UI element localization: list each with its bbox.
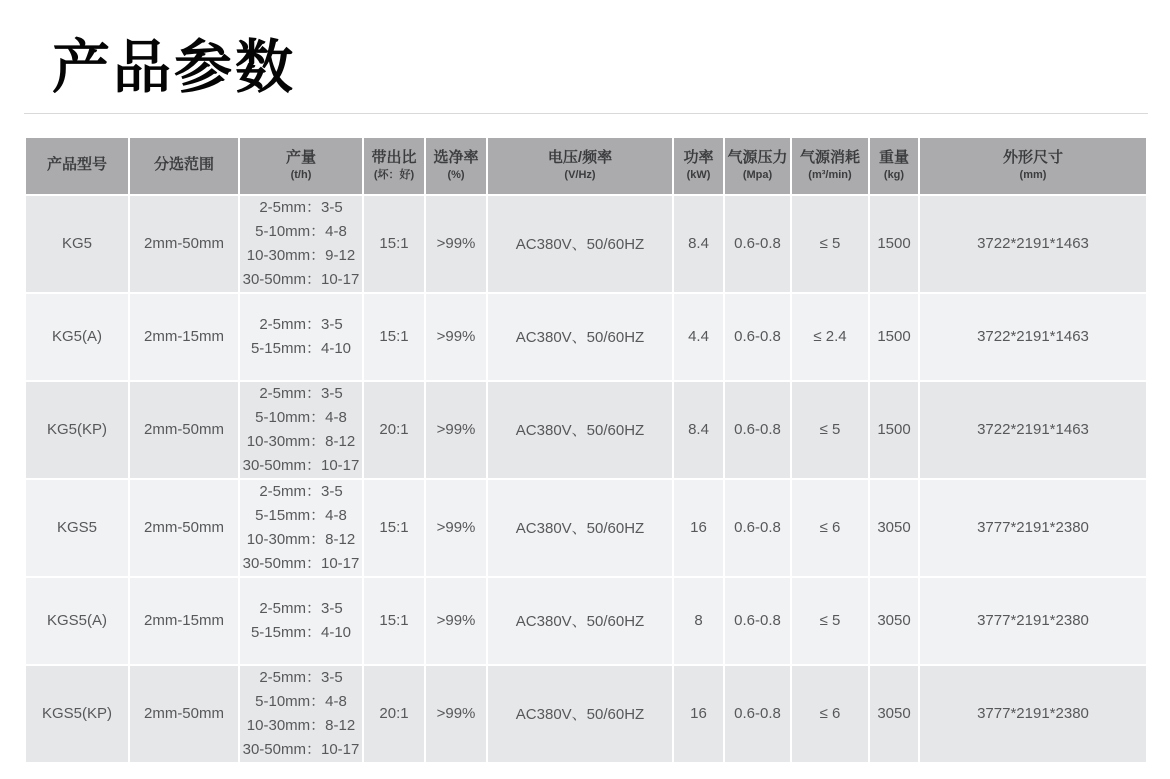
- col-header-label: 选净率: [433, 149, 479, 167]
- cell-power: 8.4: [674, 382, 723, 478]
- cell-ratio: 15:1: [364, 294, 424, 380]
- cell-air-pressure: 0.6-0.8: [725, 480, 790, 576]
- cell-dimensions: 3722*2191*1463: [920, 196, 1146, 292]
- cell-ratio: 15:1: [364, 196, 424, 292]
- cell-range: 2mm-50mm: [130, 666, 238, 762]
- cell-voltage: AC380V、50/60HZ: [488, 666, 672, 762]
- col-header-model: [26, 138, 128, 194]
- cell-model: KG5: [26, 196, 128, 292]
- table-row-kgs5: [26, 480, 1146, 576]
- cell-output: [240, 480, 362, 576]
- output-line: 10-30mm：9-12: [246, 246, 356, 264]
- col-header-air-pressure: [725, 138, 790, 194]
- output-line: 10-30mm：8-12: [246, 530, 356, 548]
- cell-power: 8.4: [674, 196, 723, 292]
- output-line: 5-10mm：4-8: [255, 408, 347, 426]
- cell-air-pressure: 0.6-0.8: [725, 666, 790, 762]
- cell-air-pressure: 0.6-0.8: [725, 196, 790, 292]
- table-row-kg5a: [26, 294, 1146, 380]
- cell-range: 2mm-15mm: [130, 578, 238, 664]
- col-header-unit: (mm): [1019, 169, 1047, 182]
- cell-dimensions: 3722*2191*1463: [920, 294, 1146, 380]
- output-line: 2-5mm：3-5: [259, 668, 343, 686]
- col-header-voltage: [488, 138, 672, 194]
- col-header-unit: (Mpa): [742, 169, 773, 182]
- cell-dimensions: 3777*2191*2380: [920, 578, 1146, 664]
- cell-purity: >99%: [426, 382, 486, 478]
- col-header-label: 功率: [683, 149, 714, 167]
- col-header-label: 气源压力: [727, 149, 788, 167]
- col-header-air-consumption: [792, 138, 868, 194]
- cell-range: 2mm-50mm: [130, 382, 238, 478]
- page-title: 产品参数: [52, 35, 297, 100]
- output-line: 10-30mm：8-12: [246, 716, 356, 734]
- cell-air-pressure: 0.6-0.8: [725, 578, 790, 664]
- col-header-power: [674, 138, 723, 194]
- output-line: 2-5mm：3-5: [259, 482, 343, 500]
- table-row-kgs5kp: [26, 666, 1146, 762]
- output-line: 2-5mm：3-5: [259, 315, 343, 333]
- output-line: 10-30mm：8-12: [246, 432, 356, 450]
- output-line: 2-5mm：3-5: [259, 599, 343, 617]
- cell-weight: 3050: [870, 480, 918, 576]
- cell-output: [240, 196, 362, 292]
- cell-dimensions: 3777*2191*2380: [920, 666, 1146, 762]
- cell-output: [240, 382, 362, 478]
- cell-model: KGS5: [26, 480, 128, 576]
- cell-dimensions: 3777*2191*2380: [920, 480, 1146, 576]
- cell-air-consumption: ≤ 5: [792, 578, 868, 664]
- col-header-unit: (t/h): [290, 169, 312, 182]
- cell-air-pressure: 0.6-0.8: [725, 294, 790, 380]
- col-header-output: [240, 138, 362, 194]
- cell-purity: >99%: [426, 294, 486, 380]
- col-header-range: [130, 138, 238, 194]
- cell-ratio: 20:1: [364, 666, 424, 762]
- col-header-label: 产量: [285, 149, 316, 167]
- col-header-unit: (kW): [686, 169, 711, 182]
- spec-table-header-row: [26, 138, 1146, 194]
- cell-ratio: 15:1: [364, 480, 424, 576]
- col-header-unit: (坏：好): [373, 169, 415, 182]
- col-header-weight: [870, 138, 918, 194]
- cell-range: 2mm-50mm: [130, 196, 238, 292]
- cell-purity: >99%: [426, 666, 486, 762]
- cell-voltage: AC380V、50/60HZ: [488, 196, 672, 292]
- cell-purity: >99%: [426, 480, 486, 576]
- output-line: 5-10mm：4-8: [255, 222, 347, 240]
- cell-output: [240, 578, 362, 664]
- output-line: 5-10mm：4-8: [255, 692, 347, 710]
- cell-voltage: AC380V、50/60HZ: [488, 294, 672, 380]
- col-header-unit: (kg): [883, 169, 905, 182]
- cell-range: 2mm-15mm: [130, 294, 238, 380]
- col-header-unit: (%): [447, 169, 465, 182]
- table-row-kg5: [26, 196, 1146, 292]
- cell-purity: >99%: [426, 196, 486, 292]
- col-header-label: 产品型号: [46, 156, 107, 174]
- col-header-label: 外形尺寸: [1002, 149, 1063, 167]
- cell-output: [240, 666, 362, 762]
- col-header-unit: (V/Hz): [564, 169, 596, 182]
- cell-air-consumption: ≤ 5: [792, 382, 868, 478]
- cell-weight: 1500: [870, 382, 918, 478]
- cell-air-pressure: 0.6-0.8: [725, 382, 790, 478]
- cell-model: KG5(KP): [26, 382, 128, 478]
- col-header-label: 分选范围: [153, 156, 214, 174]
- cell-weight: 3050: [870, 666, 918, 762]
- table-row-kgs5a: [26, 578, 1146, 664]
- cell-output: [240, 294, 362, 380]
- cell-power: 4.4: [674, 294, 723, 380]
- cell-voltage: AC380V、50/60HZ: [488, 480, 672, 576]
- cell-weight: 3050: [870, 578, 918, 664]
- col-header-dimensions: [920, 138, 1146, 194]
- output-line: 30-50mm：10-17: [242, 456, 360, 474]
- cell-voltage: AC380V、50/60HZ: [488, 578, 672, 664]
- cell-model: KG5(A): [26, 294, 128, 380]
- cell-model: KGS5(KP): [26, 666, 128, 762]
- output-line: 30-50mm：10-17: [242, 554, 360, 572]
- cell-power: 16: [674, 666, 723, 762]
- col-header-label: 气源消耗: [799, 149, 860, 167]
- spec-table: [24, 136, 1148, 764]
- cell-range: 2mm-50mm: [130, 480, 238, 576]
- cell-power: 16: [674, 480, 723, 576]
- table-row-kg5kp: [26, 382, 1146, 478]
- cell-weight: 1500: [870, 196, 918, 292]
- col-header-purity: [426, 138, 486, 194]
- cell-ratio: 20:1: [364, 382, 424, 478]
- cell-power: 8: [674, 578, 723, 664]
- title-divider: [24, 113, 1148, 114]
- output-line: 5-15mm：4-10: [250, 339, 352, 357]
- col-header-label: 重量: [878, 149, 909, 167]
- col-header-ratio: [364, 138, 424, 194]
- cell-dimensions: 3722*2191*1463: [920, 382, 1146, 478]
- col-header-label: 带出比: [371, 149, 417, 167]
- cell-air-consumption: ≤ 6: [792, 480, 868, 576]
- cell-air-consumption: ≤ 2.4: [792, 294, 868, 380]
- cell-model: KGS5(A): [26, 578, 128, 664]
- cell-ratio: 15:1: [364, 578, 424, 664]
- output-line: 30-50mm：10-17: [242, 740, 360, 758]
- output-line: 2-5mm：3-5: [259, 198, 343, 216]
- output-line: 5-15mm：4-10: [250, 623, 352, 641]
- output-line: 2-5mm：3-5: [259, 384, 343, 402]
- output-line: 5-15mm：4-8: [255, 506, 347, 524]
- col-header-unit: (m³/min): [808, 169, 852, 182]
- cell-purity: >99%: [426, 578, 486, 664]
- cell-air-consumption: ≤ 5: [792, 196, 868, 292]
- col-header-label: 电压/频率: [547, 149, 613, 167]
- cell-weight: 1500: [870, 294, 918, 380]
- cell-air-consumption: ≤ 6: [792, 666, 868, 762]
- output-line: 30-50mm：10-17: [242, 270, 360, 288]
- cell-voltage: AC380V、50/60HZ: [488, 382, 672, 478]
